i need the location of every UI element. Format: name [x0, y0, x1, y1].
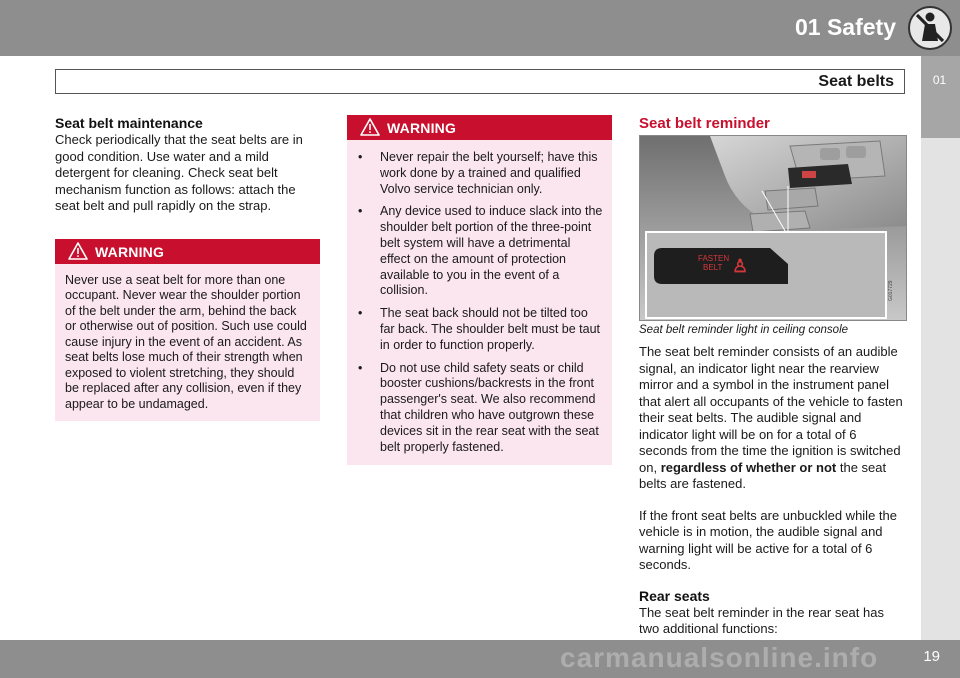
reminder-paragraph-1	[639, 344, 907, 493]
warning-box-middle	[347, 115, 612, 465]
chapter-title: 01 Safety	[794, 14, 896, 40]
indicator-text-fasten: FASTEN	[698, 254, 730, 263]
side-strip	[921, 138, 960, 640]
list-item	[347, 204, 604, 299]
warning-header	[55, 239, 320, 264]
ceiling-console-image	[639, 135, 907, 321]
warning-triangle-icon	[360, 118, 380, 136]
list-item-text: Do not use child safety seats or child booster cushions/backrests in the front passenger's seat. We also recommend that children who have outgrown these devices sit in the rear seat with the seat belt properly fastened.	[380, 360, 599, 454]
indicator-text-belt: BELT	[703, 263, 723, 272]
console-illustration	[640, 136, 907, 321]
seatbelt-safety-icon	[906, 4, 954, 52]
section-title-bar	[55, 69, 905, 94]
reminder-text-end: the seat belts are fastened.	[639, 459, 887, 491]
maintenance-text: Check periodically that the seat belts are in good condition. Use water and a mild detergent for cleaning. Check seat belt mechanism function as follows: attach the seat belt and pull rapidly on the strap.	[55, 132, 303, 213]
list-item-text: Never repair the belt yourself; have this work done by a trained and qualified Volvo service technician only.	[380, 150, 598, 196]
section-title: Seat belts	[818, 73, 894, 90]
warning-text: Never use a seat belt for more than one occupant. Never wear the shoulder portion of the belt under the arm, behind the back or otherwise out of position. Such use could cause injury in the event of an accident. As seat belts lose much of their strength when exposed to violent stretching, they should be replaced after any collision, even if they appear to be undamaged.	[65, 272, 307, 411]
reminder-body	[639, 344, 907, 638]
list-item	[347, 150, 604, 197]
warning-header	[347, 115, 612, 140]
list-item-text: Any device used to induce slack into the shoulder belt portion of the three-point belt system will have a detrimental effect on the amount of protection available to you in the event of a collision.	[380, 204, 603, 298]
bullet-icon: •	[358, 204, 363, 219]
chapter-tab-label: 01	[932, 73, 947, 87]
chapter-tab[interactable]	[921, 56, 960, 138]
maintenance-heading: Seat belt maintenance	[55, 115, 203, 131]
figure-caption: Seat belt reminder light in ceiling console	[639, 324, 849, 336]
list-item	[347, 361, 604, 456]
rear-seats-heading: Rear seats	[639, 587, 710, 604]
reminder-paragraph-2: If the front seat belts are unbuckled while the vehicle is in motion, the audible signal and warning light will be active for a total of 6 seconds.	[639, 507, 897, 572]
seatbelt-indicator-icon: ♙	[732, 256, 749, 276]
page-number: 19	[923, 648, 940, 665]
bullet-icon: •	[358, 306, 363, 321]
reminder-text-bold: regardless of whether or not	[660, 459, 837, 475]
list-item	[347, 306, 604, 353]
list-item-text: The seat back should not be tilted too far back. The shoulder belt must be taut in order to function properly.	[380, 306, 601, 352]
image-code: G017729	[888, 280, 894, 301]
warning-box-left	[55, 239, 320, 422]
warning-list	[347, 140, 612, 465]
bullet-icon: •	[358, 360, 363, 375]
rear-seats-text: The seat belt reminder in the rear seat has two additional functions:	[639, 604, 884, 636]
watermark: carmanualsonline.info	[560, 642, 879, 673]
warning-triangle-icon	[68, 242, 88, 260]
warning-title: WARNING	[387, 120, 457, 136]
right-column	[639, 115, 907, 132]
footer-bar	[0, 640, 960, 678]
reminder-text-start: The seat belt reminder consists of an audible signal, an indicator light near the rearview mirror and a symbol in the instrument panel that alert all occupants of the vehicle to fasten their seat belts. The audible signal and indicator light will be on for a total of 6 seconds from the time the ignition is switched on,	[639, 344, 903, 475]
chapter-header-bar	[0, 0, 960, 56]
warning-title: WARNING	[95, 243, 165, 260]
reminder-heading: Seat belt reminder	[639, 115, 770, 132]
bullet-icon: •	[358, 150, 363, 164]
middle-column	[347, 115, 612, 465]
left-column	[55, 115, 321, 421]
